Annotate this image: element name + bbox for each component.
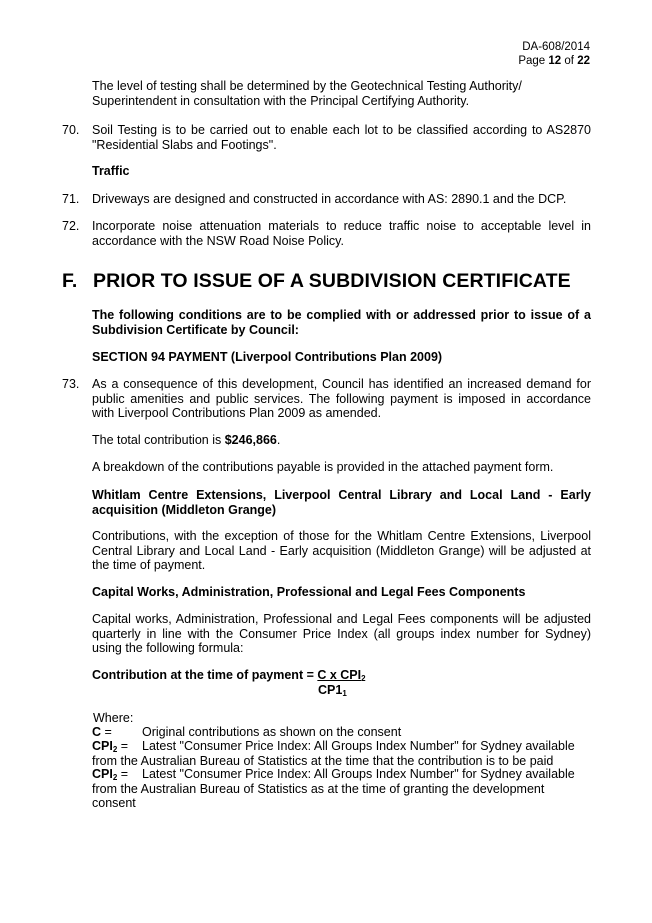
testing-level-paragraph: The level of testing shall be determined by the Geotechnical Testing Authority/ Superintendent in consultation with the Principal Certifying Authority.	[92, 79, 522, 108]
definition-text: Latest "Consumer Price Index: All Groups Index Number" for Sydney available from the Australian Bureau of Statistics as at the time of granting the development consent	[92, 767, 575, 810]
section-f-intro: The following conditions are to be complied with or addressed prior to issue of a Subdivision Certificate by Council:	[92, 308, 591, 337]
whitlam-heading: Whitlam Centre Extensions, Liverpool Central Library and Local Land - Early acquisition (Middleton Grange)	[92, 488, 591, 517]
capital-works-heading: Capital Works, Administration, Professional and Legal Fees Components	[92, 585, 526, 599]
condition-72-text: Incorporate noise attenuation materials to reduce traffic noise to acceptable level in accordance with the NSW Road Noise Policy.	[92, 219, 591, 248]
page-total: 22	[577, 55, 590, 67]
condition-71-text: Driveways are designed and constructed in accordance with AS: 2890.1 and the DCP.	[92, 192, 567, 206]
condition-72-number: 72.	[62, 219, 80, 233]
total-prefix: The total contribution is	[92, 433, 225, 447]
definition-label	[92, 725, 142, 740]
definition-sub: 2	[112, 745, 118, 754]
contribution-formula	[92, 668, 366, 683]
page-number	[518, 54, 590, 68]
formula-denominator-text: CP1	[318, 683, 343, 697]
section-94-heading: SECTION 94 PAYMENT (Liverpool Contributions Plan 2009)	[92, 350, 443, 364]
definition-eq: =	[117, 739, 129, 753]
total-suffix: .	[276, 433, 281, 447]
definition-text: Latest "Consumer Price Index: All Groups Index Number" for Sydney available from the Australian Bureau of Statistics at the time that the contribution is to be paid	[92, 739, 575, 768]
definition-text: Original contributions as shown on the consent	[142, 725, 402, 739]
document-reference: DA-608/2014	[522, 41, 590, 53]
breakdown-paragraph: A breakdown of the contributions payable is provided in the attached payment form.	[92, 460, 554, 474]
formula-denominator-sub: 1	[342, 689, 347, 698]
page-prefix: Page	[518, 55, 546, 67]
definition-eq: =	[101, 725, 112, 739]
definition-label	[92, 739, 142, 754]
condition-73-number: 73.	[62, 377, 80, 391]
formula-numerator-text: C x CPI	[317, 668, 362, 682]
formula-denominator	[318, 683, 347, 698]
condition-71-number: 71.	[62, 192, 80, 206]
definition-cpi-consent	[92, 767, 591, 811]
definition-eq: =	[117, 767, 129, 781]
total-amount: $246,866	[224, 433, 277, 447]
definition-symbol: CPI	[92, 739, 113, 753]
definition-c	[92, 725, 591, 740]
total-contribution	[92, 433, 591, 448]
definition-symbol: C	[92, 725, 102, 739]
definition-sub: 2	[112, 773, 118, 782]
traffic-heading: Traffic	[92, 164, 130, 178]
page-of: of	[564, 55, 574, 67]
page-current: 12	[548, 55, 562, 67]
section-f-title: PRIOR TO ISSUE OF A SUBDIVISION CERTIFICATE	[93, 270, 571, 292]
whitlam-paragraph: Contributions, with the exception of those for the Whitlam Centre Extensions, Liverpool Central Library and Local Land - Early acquisition (Middleton Grange) will be adjusted at the time of payment.	[92, 529, 591, 572]
condition-70-text: Soil Testing is to be carried out to enable each lot to be classified according to AS2870 "Residential Slabs and Footings".	[92, 123, 591, 152]
definition-label	[92, 767, 142, 782]
definition-symbol: CPI	[92, 767, 113, 781]
formula-lhs: Contribution at the time of payment =	[92, 668, 318, 682]
formula-numerator-sub: 2	[361, 674, 366, 683]
formula-numerator	[317, 668, 365, 682]
where-label: Where:	[93, 711, 134, 725]
capital-works-paragraph: Capital works, Administration, Professional and Legal Fees components will be adjusted quarterly in line with the Consumer Price Index (all groups index number for Sydney) using the following formula:	[92, 612, 591, 655]
condition-70-number: 70.	[62, 123, 80, 137]
section-f-letter: F.	[62, 270, 78, 292]
definition-cpi-paid	[92, 739, 591, 768]
section-f-heading	[62, 270, 571, 292]
condition-73-text: As a consequence of this development, Council has identified an increased demand for public amenities and public services. The following payment is imposed in accordance with Liverpool Contributions Plan 2009 as amended.	[92, 377, 591, 420]
